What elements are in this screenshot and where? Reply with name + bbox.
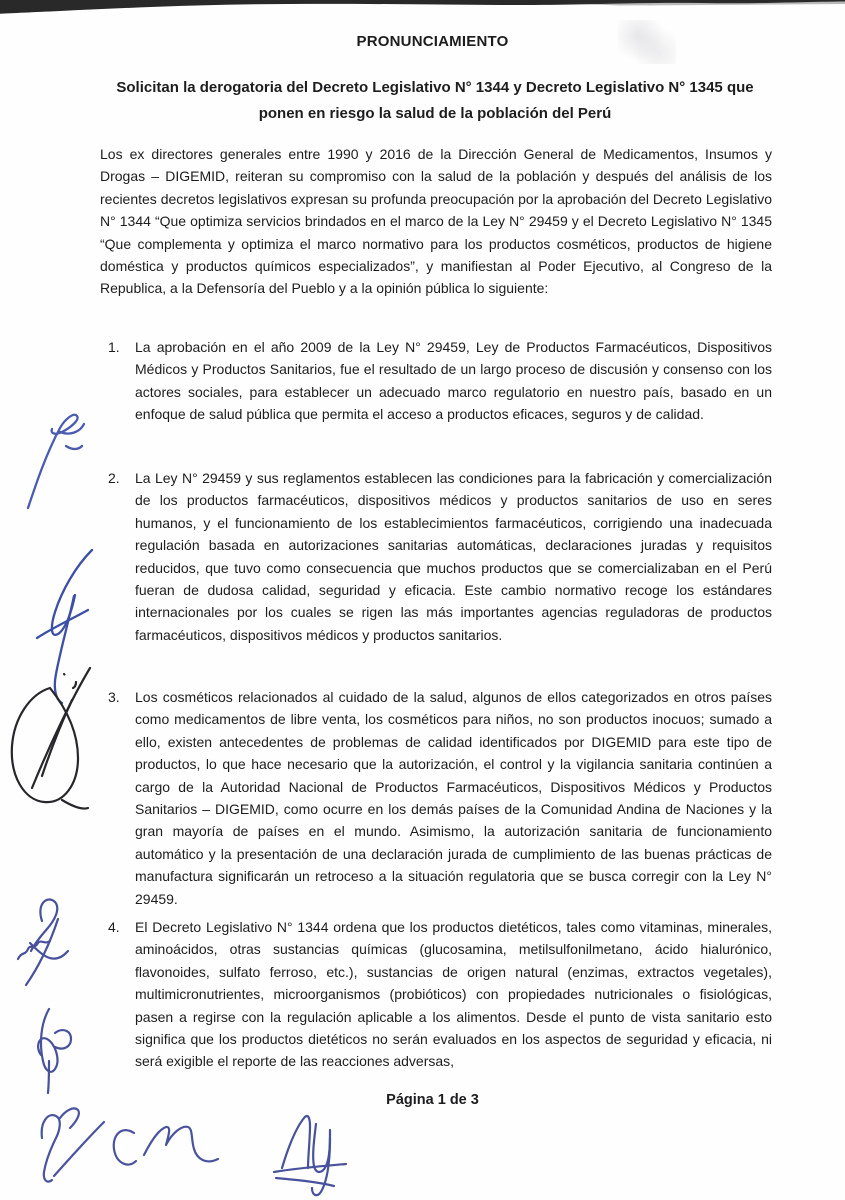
signature-4 [14,893,74,993]
item-number: 4. [108,919,120,935]
signature-1 [22,408,92,513]
signature-8 [268,1108,348,1198]
intro-paragraph: Los ex directores generales entre 1990 y 2016 de la Dirección General de Medicamentos, Insumos y Drogas – DIGEMID, reiteran su compromiso con la salud de la población y después del análisis de los recientes decretos legislativos expresan su profunda preocupación por la aprobación del Decreto Legislativo N° 1344 “Que optimiza servicios brindados en el marco de la Ley N° 29459 y el Decreto Legislativo N° 1345 “Que complementa y optimiza el marco normativo para los productos cosméticos, productos de higiene doméstica y productos químicos especializados”, y manifiestan al Poder Ejecutivo, al Congreso de la Republica, a la Defensoría del Pueblo y a la opinión pública lo siguiente: [100,146,772,297]
signature-3 [2,660,102,815]
item-text: La aprobación en el año 2009 de la Ley N° 29459, Ley de Productos Farmacéuticos, Dispositivos Médicos y Productos Sanitarios, fue el resultado de un largo proceso de discusión y consenso con los actores sociales, para establecer un adecuado marco regulatorio en nuestro país, basado en un enfoque de salud pública que permita el acceso a productos eficaces, seguros y de calidad. [135,339,772,423]
page-title: PRONUNCIAMIENTO [356,33,509,50]
numbered-item-3 [108,686,772,910]
item-number: 3. [108,689,120,705]
item-text: La Ley N° 29459 y sus reglamentos establecen las condiciones para la fabricación y comercialización de los productos farmacéuticos, dispositivos médicos y productos sanitarios de uso en seres humanos, y el funcionamiento de los establecimientos farmacéuticos, corrigiendo una inadecuada regulación basada en autorizaciones sanitarias automáticas, declaraciones juradas y requisitos reducidos, que tuvo como consecuencia que muchos productos que se comercializaban en el Perú fueran de dudosa calidad, seguridad y eficacia. Este cambio normativo recoge los estándares internacionales por los cuales se rigen las más importantes agencias reguladoras de productos farmacéuticos, dispositivos médicos y productos sanitarios. [135,470,772,643]
signature-6 [30,1098,110,1193]
page-footer: Página 1 de 3 [386,1092,479,1108]
signature-5 [27,1003,77,1098]
item-text: Los cosméticos relacionados al cuidado de la salud, algunos de ellos categorizados en otros países como medicamentos de libre venta, los cosméticos para niños, no son productos inocuos; sumado a ello, existen antecedentes de problemas de calidad identificados por DIGEMID para este tipo de productos, lo que hace necesario que la autorización, el control y la vigilancia sanitaria continúen a cargo de la Autoridad Nacional de Productos Farmacéuticos, Dispositivos Médicos y Productos Sanitarios – DIGEMID, como ocurre en los demás países de la Comunidad Andina de Naciones y la gran mayoría de países en el mundo. Asimismo, la autorización sanitaria de funcionamiento automático y la presentación de una declaración jurada de cumplimiento de las buenas prácticas de manufactura significarán un retroceso a la situación regulatoria que se busca corregir con la Ley N° 29459. [135,689,772,907]
item-text: El Decreto Legislativo N° 1344 ordena que los productos dietéticos, tales como vitaminas, minerales, aminoácidos, otras sustancias químicas (glucosamina, metilsulfonilmetano, ácido hialurónico, flavonoides, sulfato ferroso, etc.), sustancias de origen natural (enzimas, extractos vegetales), multimicronutrientes, microorganismos (probióticos) con propiedades nutricionales o fisiológicas, pasen a regirse con la regulación aplicable a los alimentos. Desde el punto de vista sanitario esto significa que los productos dietéticos no serán evaluados en los aspectos de seguridad y eficacia, ni será exigible el reporte de las reacciones adversas, [135,919,772,1070]
document-subtitle: Solicitan la derogatoria del Decreto Legislativo N° 1344 y Decreto Legislativo N° 1345 que ponen en riesgo la salud de la población del Perú [116,79,754,122]
numbered-item-1 [108,336,772,426]
numbered-item-2 [108,467,772,646]
scan-edge-artifact [0,0,845,16]
signature-7 [108,1103,223,1188]
numbered-item-4 [108,916,772,1073]
item-number: 1. [108,339,120,355]
item-number: 2. [108,470,120,486]
